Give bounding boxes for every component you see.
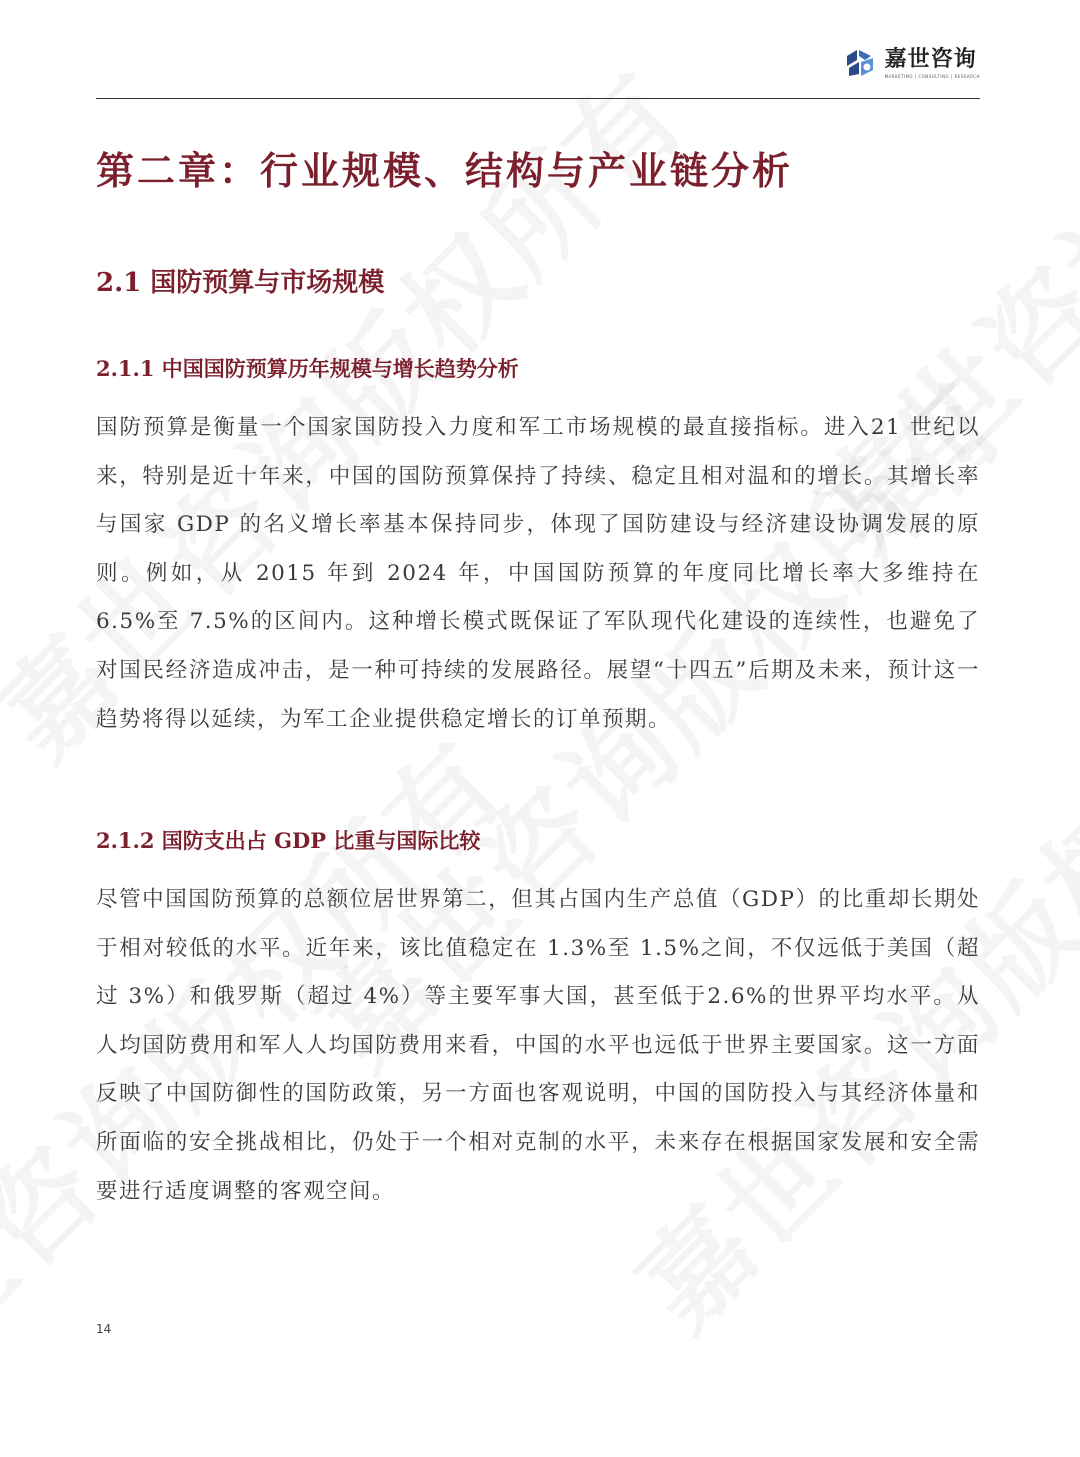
jiashi-logo-icon	[843, 46, 877, 80]
page-header	[96, 40, 980, 99]
subsection-heading: 2.1.2 国防支出占 GDP 比重与国际比较	[96, 828, 481, 853]
body-paragraph: 国防预算是衡量一个国家国防投入力度和军工市场规模的最直接指标。进入21 世纪以来，特别是近十年来，中国的国防预算保持了持续、稳定且相对温和的增长。其增长率与国家 GDP 的名义增长率基本保持同步，体现了国防建设与经济建设协调发展的原则。例如，从 2015 年到 2024 年，中国国防预算的年度同比增长率大多维持在 6.5%至 7.5%的区间内。这种增长模式既保证了军队现代化建设的连续性，也避免了对国民经济造成冲击，是一种可持续的发展路径。展望“十四五”后期及未来，预计这一趋势将得以延续，为军工企业提供稳定增长的订单预期。	[96, 415, 980, 732]
page-number: 14	[96, 1322, 112, 1336]
section-heading: 2.1 国防预算与市场规模	[96, 268, 385, 298]
logo-subtitle: MARKETING | CONSULTING | RESEARCH	[884, 74, 980, 79]
body-paragraph: 尽管中国国防预算的总额位居世界第二，但其占国内生产总值（GDP）的比重却长期处于相对较低的水平。近年来，该比值稳定在 1.3%至 1.5%之间，不仅远低于美国（超过 3%）和俄罗斯（超过 4%）等主要军事大国，甚至低于2.6%的世界平均水平。从人均国防费用和军人人均国防费用来看，中国的水平也远低于世界主要国家。这一方面反映了中国防御性的国防政策，另一方面也客观说明，中国的国防投入与其经济体量和所面临的安全挑战相比，仍处于一个相对克制的水平，未来存在根据国家发展和安全需要进行适度调整的客观空间。	[96, 887, 980, 1204]
chapter-title: 第二章：行业规模、结构与产业链分析	[96, 148, 794, 193]
logo	[843, 46, 980, 80]
subsection-heading: 2.1.1 中国国防预算历年规模与增长趋势分析	[96, 356, 519, 381]
logo-name: 嘉世咨询	[884, 47, 977, 72]
